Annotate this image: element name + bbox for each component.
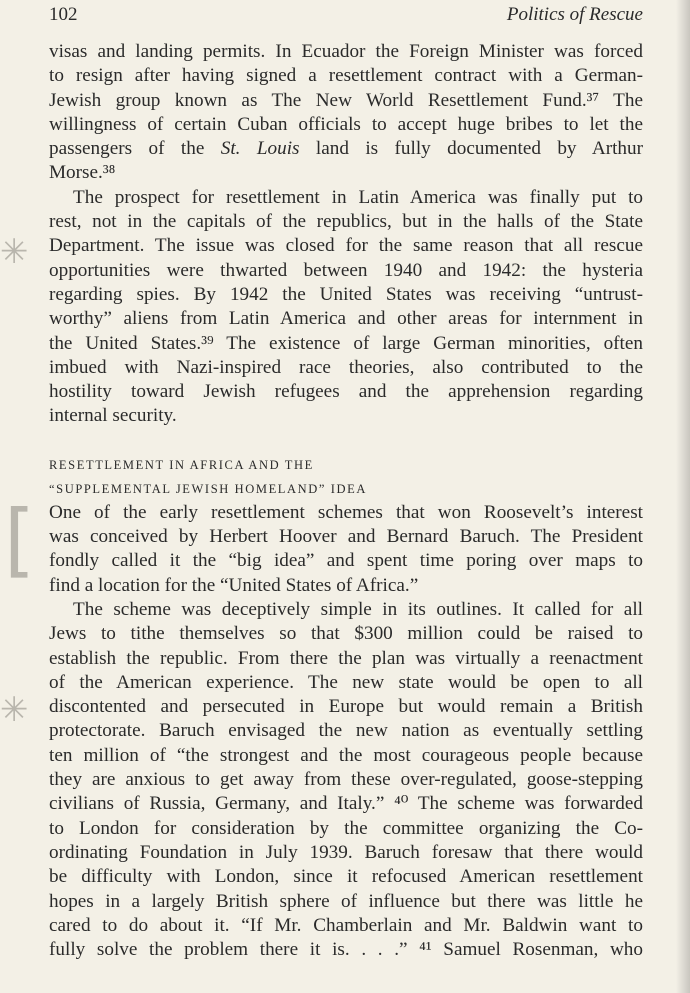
text-line: discontented and persecuted in Europe but would remain a British (49, 696, 643, 718)
section-heading-line: “SUPPLEMENTAL JEWISH HOMELAND” IDEA (49, 481, 368, 496)
text-line: to resign after having signed a resettlement contract with a German- (49, 65, 643, 87)
text-line: regarding spies. By 1942 the United States was receiving “untrust- (49, 283, 643, 305)
text-line: Jewish group known as The New World Resettlement Fund.³⁷ The (49, 89, 643, 111)
text-line: willingness of certain Cuban officials to accept huge bribes to let the (49, 113, 643, 135)
text-line: was conceived by Herbert Hoover and Bernard Baruch. The President (49, 526, 643, 548)
text-line: opportunities were thwarted between 1940 and 1942: the hysteria (49, 259, 643, 281)
running-head: Politics of Rescue (506, 4, 643, 25)
text-line: civilians of Russia, Germany, and Italy.” ⁴⁰ The scheme was forwarded (49, 793, 643, 815)
text-line: fondly called it the “big idea” and spent time poring over maps to (49, 550, 643, 572)
paragraph (49, 186, 643, 429)
text-line: to London for consideration by the committee organizing the Co- (49, 817, 643, 839)
paragraph (49, 598, 643, 962)
text-line: hostility toward Jewish refugees and the apprehension regarding (49, 381, 643, 403)
text-line: imbued with Nazi-inspired race theories, also contributed to the (49, 356, 643, 378)
text-line: the United States.³⁹ The existence of large German minorities, often (49, 332, 643, 354)
text-line: ten million of “the strongest and the most courageous people because (49, 744, 643, 766)
text-line: passengers of the St. Louis land is fully documented by Arthur (49, 138, 643, 160)
text-line: establish the republic. From there the plan was virtually a reenactment (49, 647, 643, 669)
margin-pencil-bracket-icon: [ (4, 493, 36, 586)
section-heading (49, 453, 643, 501)
text-line: ordinating Foundation in July 1939. Baruch foresaw that there would (49, 841, 643, 863)
text-line: worthy” aliens from Latin America and other areas for internment in (49, 308, 643, 330)
text-line: protectorate. Baruch envisaged the new nation as eventually settling (49, 720, 643, 742)
text-line: find a location for the “United States of Africa.” (49, 574, 419, 596)
section-spacer (49, 429, 643, 453)
text-line: internal security. (49, 405, 177, 427)
margin-pencil-asterisk-icon: ✳ (0, 232, 29, 272)
text-line: of the American experience. The new state would be open to all (49, 671, 643, 693)
text-line: One of the early resettlement schemes that won Roosevelt’s interest (49, 501, 643, 523)
text-line: Morse.³⁸ (49, 162, 116, 184)
page-header (49, 4, 643, 28)
paragraph (49, 40, 643, 186)
text-line: rest, not in the capitals of the republics, but in the halls of the State (49, 211, 643, 233)
text-line: be difficulty with London, since it refocused American resettlement (49, 866, 643, 888)
text-line: The prospect for resettlement in Latin America was finally put to (73, 186, 643, 208)
text-line: The scheme was deceptively simple in its outlines. It called for all (73, 598, 643, 620)
text-line: fully solve the problem there it is. . . .” ⁴¹ Samuel Rosenman, who (49, 939, 643, 961)
margin-pencil-asterisk-icon: ✳ (0, 690, 29, 730)
text-line: Department. The issue was closed for the same reason that all rescue (49, 235, 643, 257)
text-line: they are anxious to get away from these over-regulated, goose-stepping (49, 769, 643, 791)
text-line: cared to do about it. “If Mr. Chamberlain and Mr. Baldwin want to (49, 914, 643, 936)
body-text (49, 40, 643, 962)
page-edge-shadow (676, 0, 690, 993)
paragraph (49, 501, 643, 598)
page-number: 102 (49, 4, 78, 25)
text-line: visas and landing permits. In Ecuador the Foreign Minister was forced (49, 41, 643, 62)
ship-name: St. Louis (220, 138, 300, 160)
text-line: Jews to tithe themselves so that $300 million could be raised to (49, 623, 643, 645)
section-heading-line: RESETTLEMENT IN AFRICA AND THE (49, 457, 314, 472)
text-line: hopes in a largely British sphere of influence but there was little he (49, 890, 643, 912)
